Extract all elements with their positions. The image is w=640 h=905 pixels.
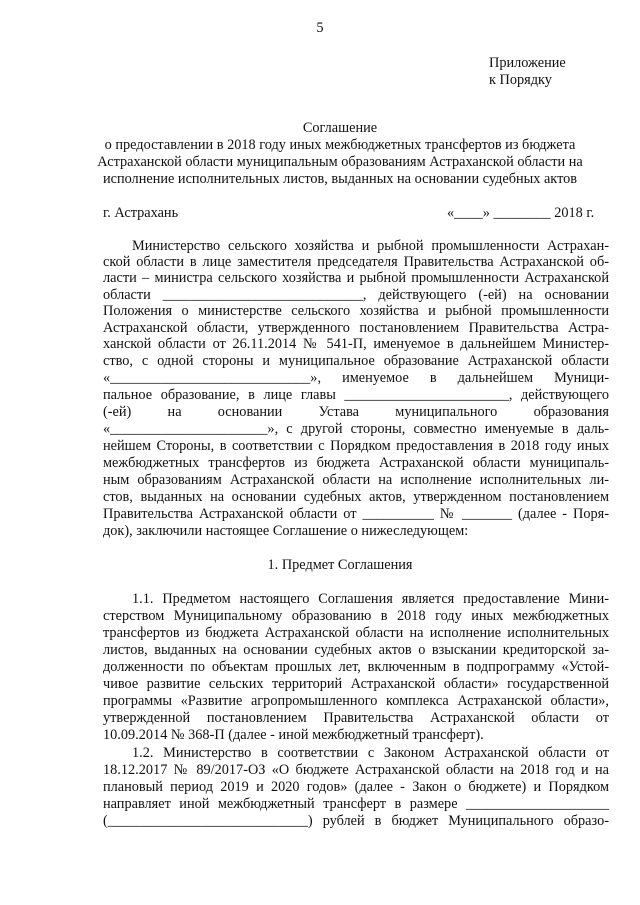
p11-line: 10.09.2014 № 368-П (далее - иной межбюджетный трансферт). xyxy=(103,727,484,743)
preamble-line: ным образованиям Астраханской области на исполнение исполнительных ли- xyxy=(103,472,609,488)
section-1-title: 1. Предмет Соглашения xyxy=(267,557,413,573)
preamble-line: ласти – министра сельского хозяйства и рыбной промышленности Астраханской xyxy=(103,270,609,286)
agreement-heading: Соглашение xyxy=(302,120,378,136)
p12-line: (____________________________) рублей в бюджет Муниципального образо- xyxy=(103,813,609,829)
page-number: 5 xyxy=(316,20,324,36)
title-line-1: о предоставлении в 2018 году иных межбюджетных трансфертов из бюджета xyxy=(104,137,576,153)
preamble-line: док), заключили настоящее Соглашение о нижеследующем: xyxy=(103,523,469,539)
preamble-line: Правительства Астраханской области от __________ № _______ (далее - Поря- xyxy=(103,506,609,522)
p11-line: утвержденной постановлением Правительства Астраханской области от xyxy=(103,710,609,726)
p11-line: долженности по объектам прошлых лет, включенным в подпрограмму «Устой- xyxy=(103,659,609,675)
preamble-line: Положения о министерстве сельского хозяйства и рыбной промышленности xyxy=(103,303,609,319)
preamble-line: «____________________________», именуемое в дальнейшем Муници- xyxy=(103,370,609,386)
place: г. Астрахань xyxy=(103,205,179,221)
preamble-line: межбюджетных трансфертов из бюджета Астраханской области муниципаль- xyxy=(103,455,609,471)
p11-line: программы «Развитие агропромышленного комплекса Астраханской области», xyxy=(103,693,609,709)
p12-line: плановый период 2019 и 2020 годов» (далее - Закон о бюджете) и Порядком xyxy=(103,779,609,795)
preamble-line: области ____________________________, действующего (-ей) на основании xyxy=(103,287,609,303)
p11-line: чивое развитие сельских территорий Астраханской области» государственной xyxy=(103,676,609,692)
preamble-line: стов, выданных на основании судебных актов, утвержденном постановлением xyxy=(103,489,609,505)
p12-line: направляет иной межбюджетный трансферт в размере ____________________ xyxy=(103,796,609,812)
p12-line: 1.2. Министерство в соответствии с Законом Астраханской области от xyxy=(132,745,609,761)
preamble-line: пальное образование, в лице главы _______________________, действующего xyxy=(103,387,609,403)
preamble-line: «______________________», с другой стороны, совместно именуемые в даль- xyxy=(103,421,609,437)
title-line-2: Астраханской области муниципальным образованиям Астраханской области на xyxy=(97,154,583,170)
p11-line: 1.1. Предметом настоящего Соглашения является предоставление Мини- xyxy=(132,591,609,607)
preamble-line: ханской области от 26.11.2014 № 541-П, именуемое в дальнейшем Министер- xyxy=(103,336,609,352)
p11-line: листов, выданных на основании судебных актов о взыскании кредиторской за- xyxy=(103,642,609,658)
p12-line: 18.12.2017 № 89/2017-ОЗ «О бюджете Астраханской области на 2018 год и на xyxy=(103,762,609,778)
preamble-line: Астраханской области, утвержденного постановлением Правительства Астра- xyxy=(103,320,609,336)
preamble-line: ство, с одной стороны и муниципальное образование Астраханской области xyxy=(103,353,609,369)
date: «____» ________ 2018 г. xyxy=(447,205,595,221)
appendix-line-1: Приложение xyxy=(489,55,566,71)
preamble-line: (-ей) на основании Устава муниципального образования xyxy=(103,404,609,420)
p11-line: стерством Муниципальному образованию в 2018 году иных межбюджетных xyxy=(103,608,609,624)
p11-line: трансфертов из бюджета Астраханской области на исполнение исполнительных xyxy=(103,625,609,641)
preamble-line: нейшем Стороны, в соответствии с Порядком предоставления в 2018 году иных xyxy=(103,438,609,454)
preamble-line: ской области в лице заместителя председателя Правительства Астраханской об- xyxy=(103,254,609,270)
preamble-line: Министерство сельского хозяйства и рыбной промышленности Астрахан- xyxy=(132,238,609,254)
title-line-3: исполнение исполнительных листов, выданных на основании судебных актов xyxy=(102,171,578,187)
appendix-line-2: к Порядку xyxy=(489,72,552,88)
